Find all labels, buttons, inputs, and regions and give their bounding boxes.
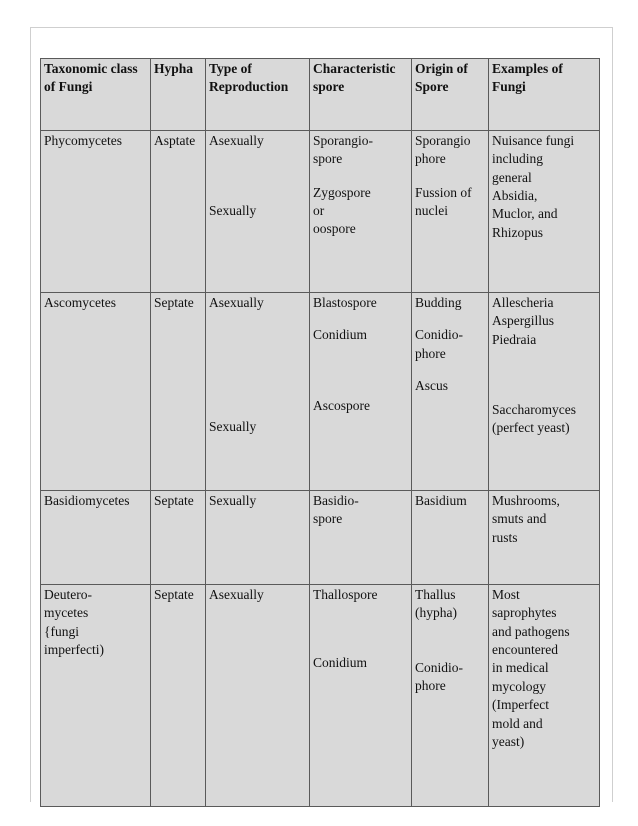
cell-origin: Budding Conidio- phore Ascus <box>412 293 489 491</box>
cell-examples: Nuisance fungi including general Absidia, Muclor, and Rhizopus <box>489 131 600 293</box>
cell-origin: Basidium <box>412 491 489 585</box>
header-taxonomic-class: Taxonomic class of Fungi <box>41 59 151 131</box>
cell-spore: Thallospore Conidium <box>310 585 412 807</box>
header-examples-of-fungi: Examples of Fungi <box>489 59 600 131</box>
table-row <box>41 491 600 585</box>
cell-examples: Mushrooms, smuts and rusts <box>489 491 600 585</box>
cell-class: Ascomycetes <box>41 293 151 491</box>
table-header-row <box>41 59 600 131</box>
table-row <box>41 293 600 491</box>
cell-origin: Thallus (hypha) Conidio- phore <box>412 585 489 807</box>
header-type-of-reproduction: Type of Reproduction <box>206 59 310 131</box>
cell-hypha: Asptate <box>151 131 206 293</box>
cell-spore: Blastospore Conidium Ascospore <box>310 293 412 491</box>
header-hypha: Hypha <box>151 59 206 131</box>
cell-class: Basidiomycetes <box>41 491 151 585</box>
table-row <box>41 131 600 293</box>
cell-reproduction: Asexually <box>206 585 310 807</box>
cell-class: Deutero- mycetes {fungi imperfecti) <box>41 585 151 807</box>
cell-reproduction: Asexually Sexually <box>206 293 310 491</box>
cell-class: Phycomycetes <box>41 131 151 293</box>
cell-origin: Sporangio phore Fussion of nuclei <box>412 131 489 293</box>
header-origin-of-spore: Origin of Spore <box>412 59 489 131</box>
cell-spore: Sporangio- spore Zygospore or oospore <box>310 131 412 293</box>
table-row <box>41 585 600 807</box>
cell-examples: Most saprophytes and pathogens encountered in medical mycology (Imperfect mold and yeast) <box>489 585 600 807</box>
cell-hypha: Septate <box>151 491 206 585</box>
cell-hypha: Septate <box>151 585 206 807</box>
fungi-classification-table <box>40 58 600 807</box>
cell-hypha: Septate <box>151 293 206 491</box>
cell-spore: Basidio- spore <box>310 491 412 585</box>
cell-examples: Allescheria Aspergillus Piedraia Saccharomyces (perfect yeast) <box>489 293 600 491</box>
header-characteristic-spore: Characteristic spore <box>310 59 412 131</box>
cell-reproduction: Sexually <box>206 491 310 585</box>
cell-reproduction: Asexually Sexually <box>206 131 310 293</box>
